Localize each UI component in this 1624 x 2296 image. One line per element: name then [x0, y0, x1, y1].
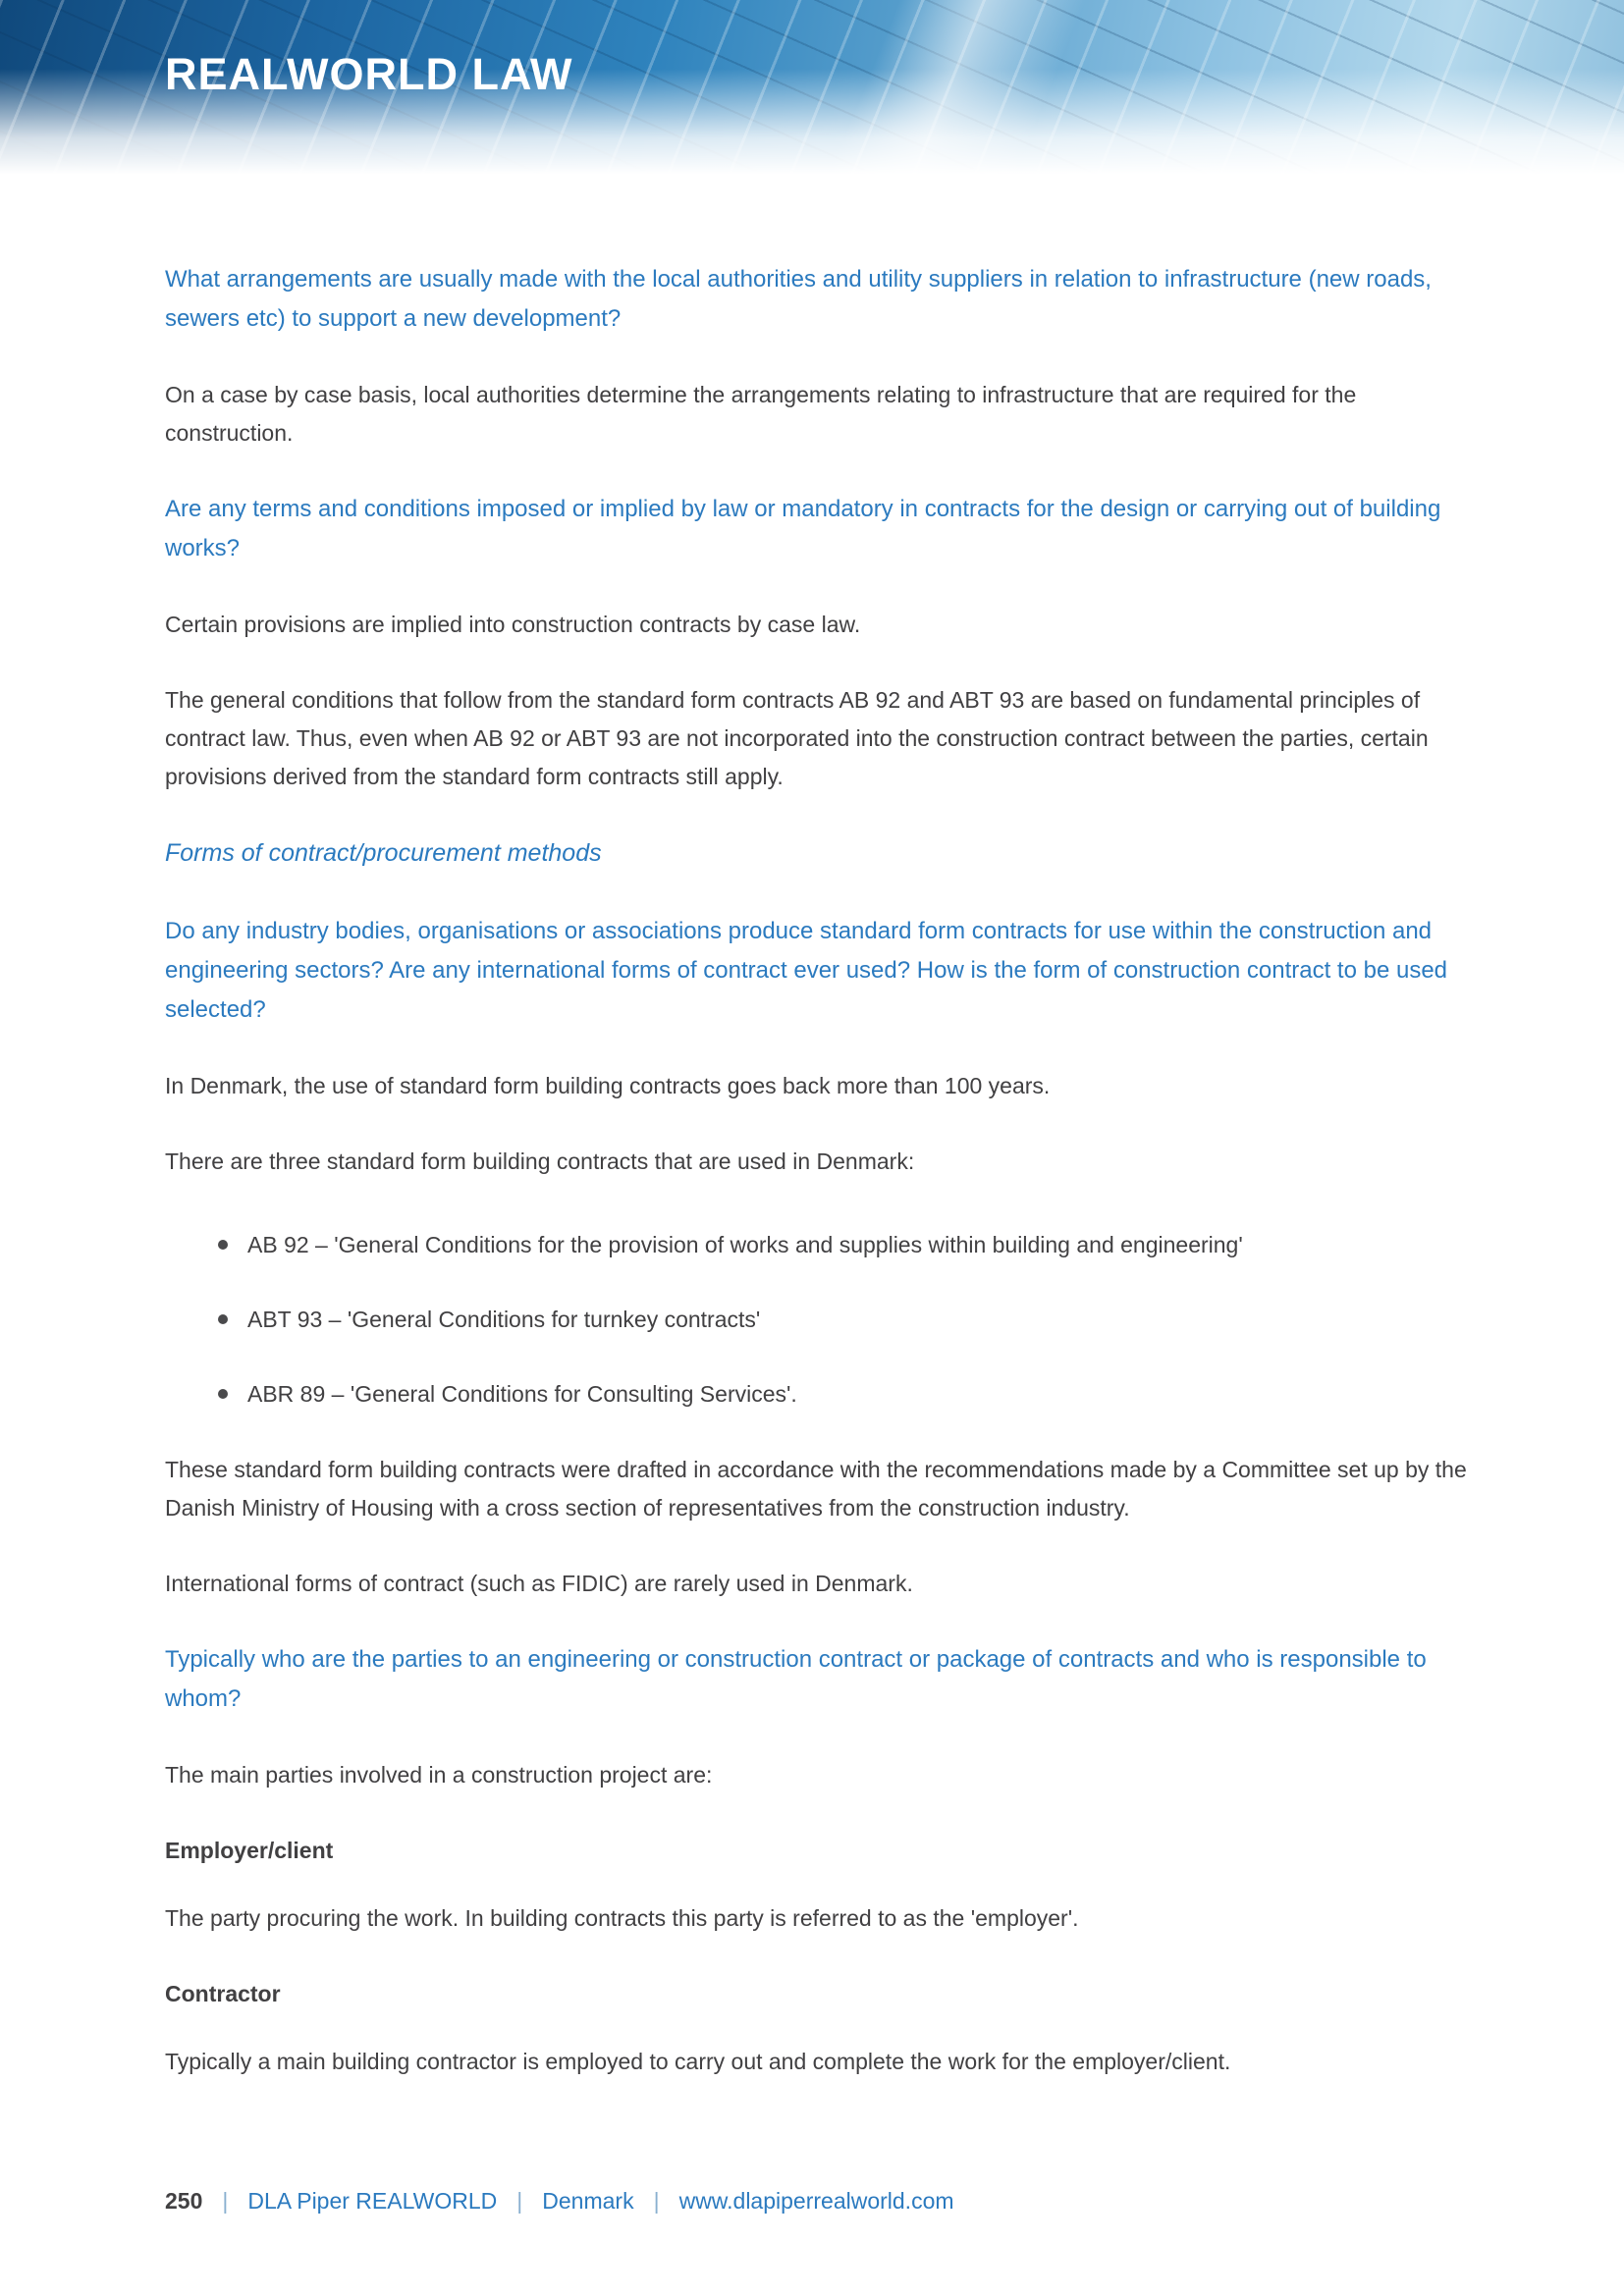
paragraph-denmark-history: In Denmark, the use of standard form building contracts goes back more than 100 years. [165, 1073, 1051, 1098]
paragraph-three-contracts-intro: There are three standard form building contracts that are used in Denmark: [165, 1148, 915, 1174]
paragraph-main-parties-intro: The main parties involved in a construction project are: [165, 1762, 713, 1788]
paragraph-general-conditions: The general conditions that follow from the standard form contracts AB 92 and ABT 93 are based on fundamental principles of contract law. Thus, even when AB 92 or ABT 93 are not incorporated into the construction contract between the parties, certain provisions derived from the standard form contracts still apply. [165, 687, 1429, 789]
question-heading-parties: Typically who are the parties to an engineering or construction contract or package of contracts and who is responsible to whom? [165, 1646, 1427, 1712]
list-item [218, 1301, 1490, 1339]
page-number: 250 [165, 2188, 203, 2214]
bullet-icon [218, 1389, 228, 1399]
footer-separator: | [653, 2188, 660, 2214]
bullet-text-ab92: AB 92 – 'General Conditions for the provision of works and supplies within building and engineering' [247, 1232, 1243, 1257]
question-heading-terms-conditions: Are any terms and conditions imposed or implied by law or mandatory in contracts for the design or carrying out of building works? [165, 496, 1441, 561]
paragraph-fidic: International forms of contract (such as FIDIC) are rarely used in Denmark. [165, 1571, 913, 1596]
bullet-list [165, 1218, 1490, 1414]
paragraph-employer-client: The party procuring the work. In building contracts this party is referred to as the 'employer'. [165, 1905, 1079, 1931]
header-banner [0, 0, 1624, 182]
page-content [0, 182, 1624, 2081]
question-heading-infrastructure: What arrangements are usually made with the local authorities and utility suppliers in relation to infrastructure (new roads, sewers etc) to support a new development? [165, 266, 1432, 332]
footer-separator: | [516, 2188, 523, 2214]
brand-title: REALWORLD LAW [165, 49, 573, 99]
paragraph-infrastructure-answer: On a case by case basis, local authorities determine the arrangements relating to infrastructure that are required for the construction. [165, 382, 1357, 446]
footer-brand: DLA Piper REALWORLD [247, 2188, 498, 2214]
paragraph-implied-provisions: Certain provisions are implied into construction contracts by case law. [165, 612, 861, 637]
paragraph-committee: These standard form building contracts were drafted in accordance with the recommendations made by a Committee set up by the Danish Ministry of Housing with a cross section of representatives from the construction industry. [165, 1457, 1467, 1521]
bullet-text-abr89: ABR 89 – 'General Conditions for Consulting Services'. [247, 1381, 797, 1407]
footer-separator: | [222, 2188, 229, 2214]
bullet-icon [218, 1314, 228, 1324]
subheading-contractor: Contractor [165, 1981, 281, 2006]
footer-url[interactable]: www.dlapiperrealworld.com [678, 2188, 954, 2214]
bullet-text-abt93: ABT 93 – 'General Conditions for turnkey contracts' [247, 1307, 761, 1332]
subheading-employer-client: Employer/client [165, 1838, 334, 1863]
page-footer [165, 2188, 954, 2215]
list-item [218, 1375, 1490, 1414]
bullet-icon [218, 1240, 228, 1250]
footer-country: Denmark [542, 2188, 634, 2214]
paragraph-contractor: Typically a main building contractor is employed to carry out and complete the work for the employer/client. [165, 2049, 1231, 2074]
question-heading-standard-forms: Do any industry bodies, organisations or associations produce standard form contracts for use within the construction and engineering sectors? Are any international forms of contract ever used? How is the form of construction contract to be used selected? [165, 918, 1448, 1023]
section-heading-forms-of-contract: Forms of contract/procurement methods [165, 839, 602, 867]
list-item [218, 1226, 1490, 1264]
